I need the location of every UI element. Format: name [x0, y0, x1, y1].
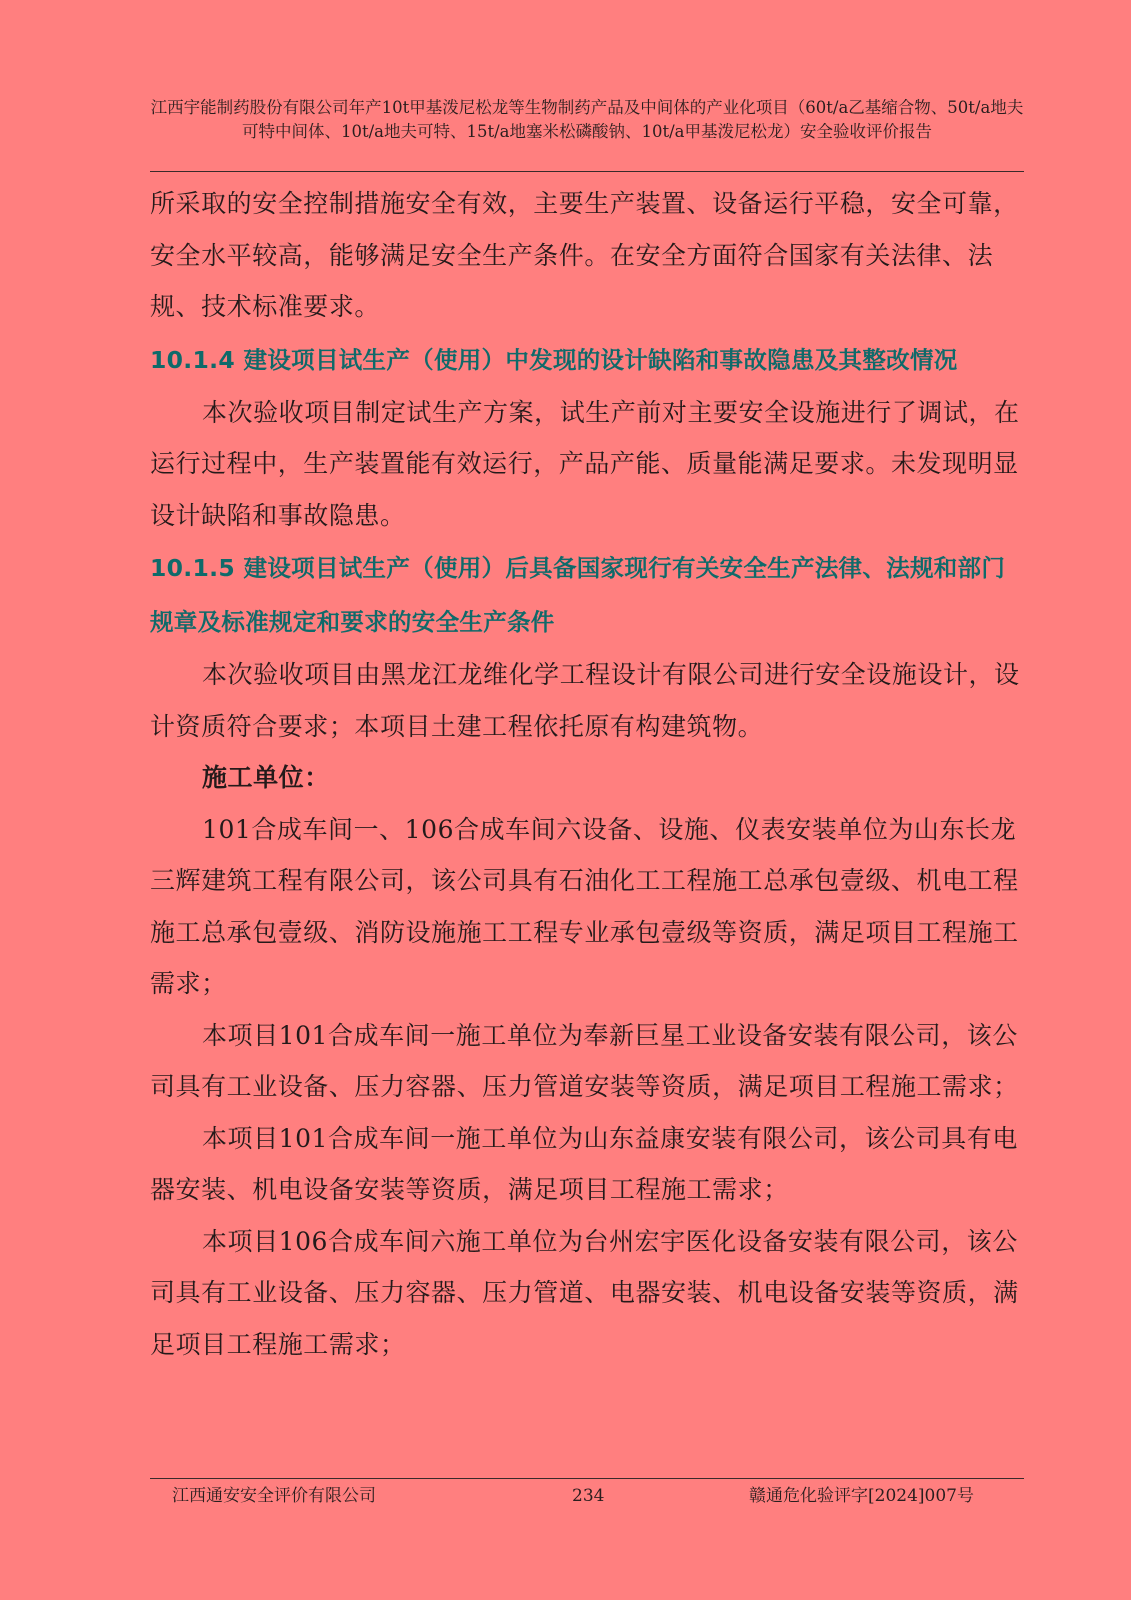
- section-heading-10-1-4: 10.1.4 建设项目试生产（使用）中发现的设计缺陷和事故隐患及其整改情况: [150, 345, 958, 374]
- document-body: [150, 178, 1028, 1370]
- paragraph-construction-unit-3: 本项目106合成车间六施工单位为台州宏宇医化设备安装有限公司，该公司具有工业设备、压力容器、压力管道、电器安装、机电设备安装等资质，满足项目工程施工需求；: [150, 1226, 1019, 1359]
- document-number: 赣通危化验评字[2024]007号: [749, 1486, 974, 1506]
- header-divider: [150, 171, 1024, 172]
- paragraph-trial-production: 本次验收项目制定试生产方案，试生产前对主要安全设施进行了调试，在运行过程中，生产装置能有效运行，产品产能、质量能满足要求。未发现明显设计缺陷和事故隐患。: [150, 397, 1020, 530]
- subheading-construction-unit: 施工单位：: [202, 763, 330, 792]
- footer-company: 江西通安安全评价有限公司: [172, 1486, 376, 1506]
- paragraph-installation-unit: 101合成车间一、106合成车间六设备、设施、仪表安装单位为山东长龙三辉建筑工程有限公司，该公司具有石油化工工程施工总承包壹级、机电工程施工总承包壹级、消防设施施工工程专业承包壹级等资质，满足项目工程施工需求；: [150, 814, 1019, 998]
- footer-divider: [150, 1478, 1024, 1479]
- paragraph-construction-unit-1: 本项目101合成车间一施工单位为奉新巨星工业设备安装有限公司，该公司具有工业设备、压力容器、压力管道安装等资质，满足项目工程施工需求；: [150, 1020, 1019, 1101]
- page-header: 江西宇能制药股份有限公司年产10t甲基泼尼松龙等生物制药产品及中间体的产业化项目（60t/a乙基缩合物、50t/a地夫可特中间体、10t/a地夫可特、15t/a地塞米松磷酸钠、10t/a甲基泼尼松龙）安全验收评价报告: [150, 98, 1024, 141]
- page-number: 234: [572, 1486, 605, 1506]
- paragraph-safety-measures: 所采取的安全控制措施安全有效，主要生产装置、设备运行平稳，安全可靠，安全水平较高，能够满足安全生产条件。在安全方面符合国家有关法律、法规、技术标准要求。: [150, 189, 1019, 321]
- paragraph-construction-unit-2: 本项目101合成车间一施工单位为山东益康安装有限公司，该公司具有电器安装、机电设备安装等资质，满足项目工程施工需求；: [150, 1123, 1018, 1204]
- section-heading-10-1-5: 10.1.5 建设项目试生产（使用）后具备国家现行有关安全生产法律、法规和部门规章及标准规定和要求的安全生产条件: [150, 554, 1006, 636]
- paragraph-design-unit: 本次验收项目由黑龙江龙维化学工程设计有限公司进行安全设施设计，设计资质符合要求；本项目土建工程依托原有构建筑物。: [150, 660, 1020, 741]
